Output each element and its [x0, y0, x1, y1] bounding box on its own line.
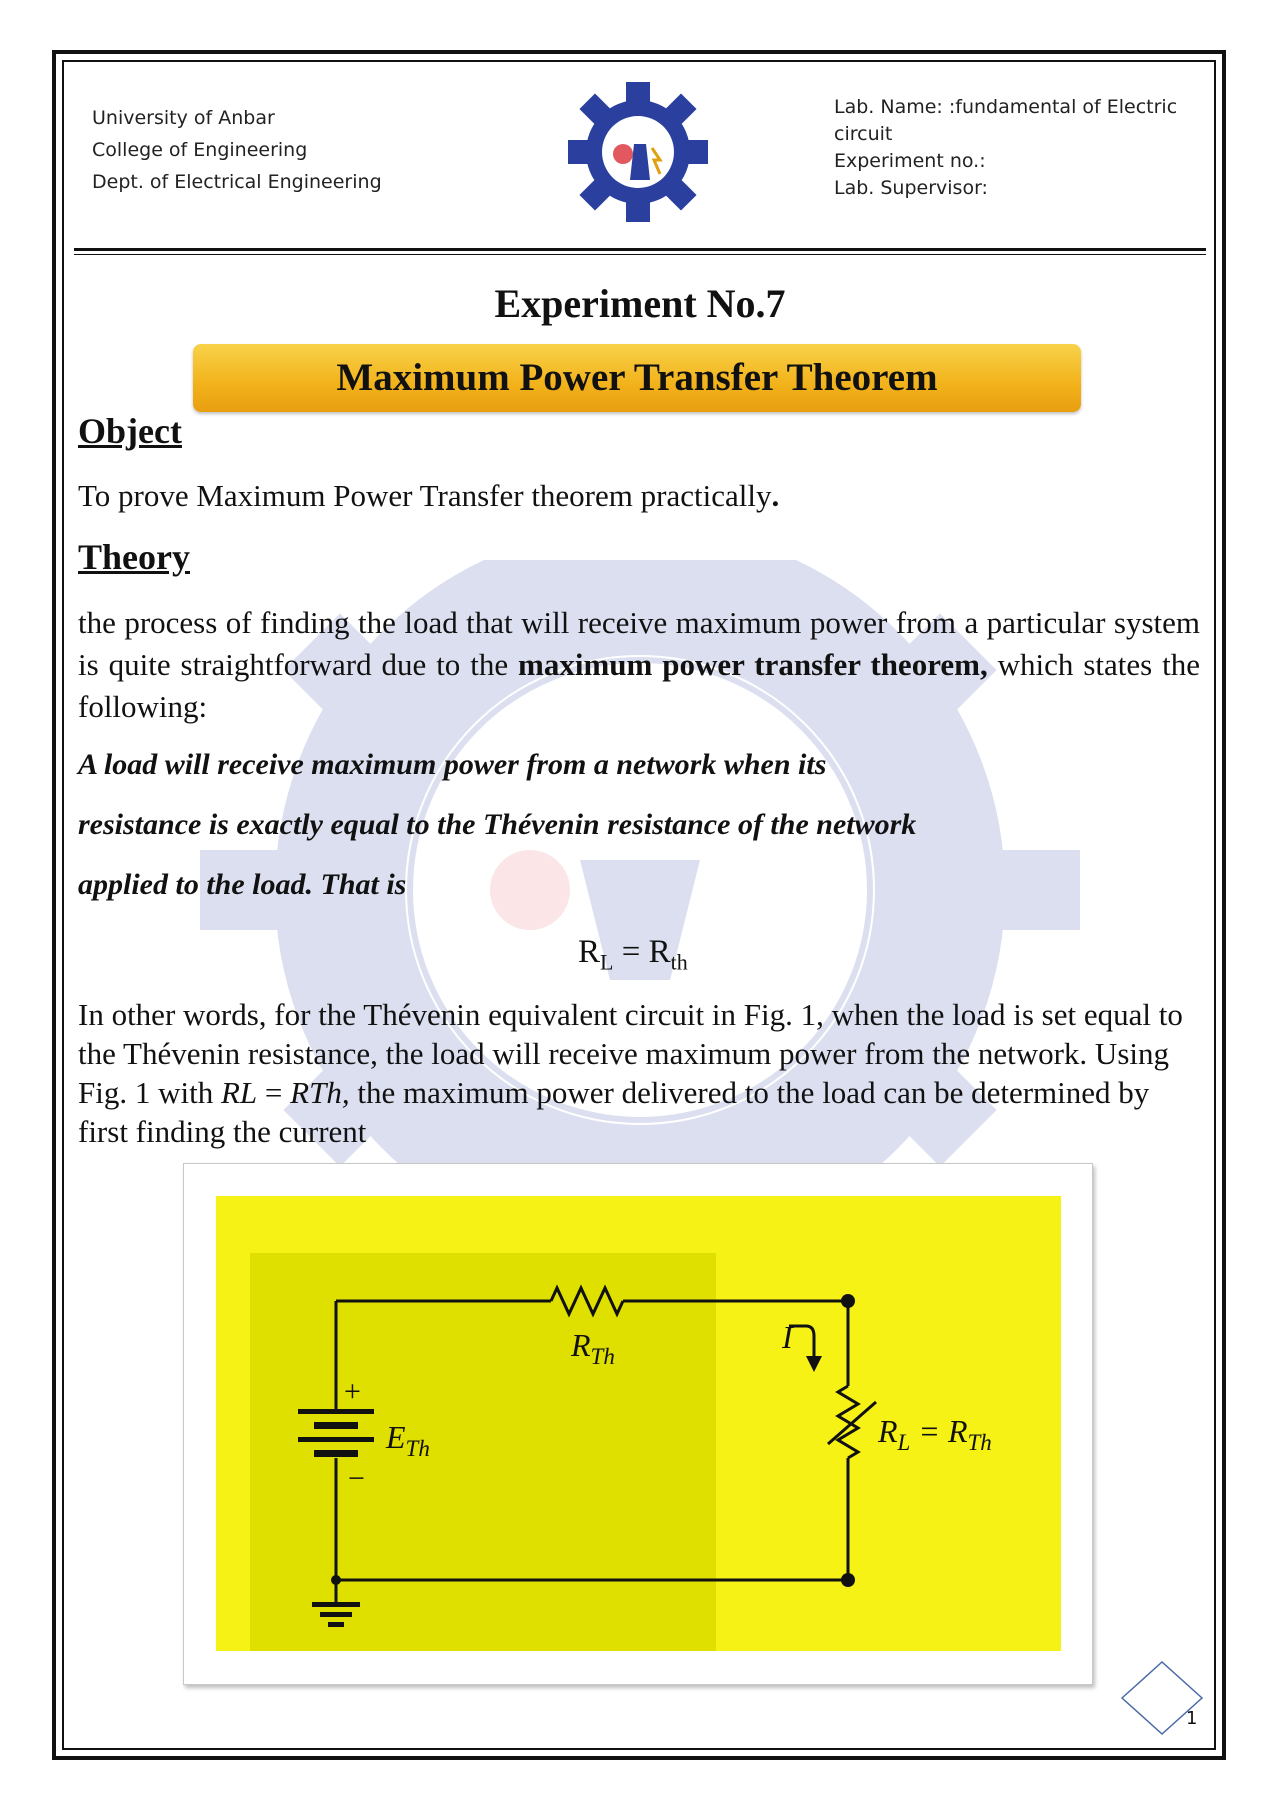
rth-label: $R_{Th}$ [571, 1327, 615, 1369]
object-text [78, 478, 1200, 514]
header-rule-thin [74, 254, 1206, 255]
header-institution [92, 102, 382, 198]
lab-name-cont: circuit [834, 123, 893, 145]
theory-p2-rth: RTh, [290, 1075, 350, 1110]
resistor-rth [551, 1288, 623, 1314]
eq-lhs-sub: L [600, 949, 614, 975]
object-sentence: To prove Maximum Power Transfer theorem practically [78, 478, 772, 513]
theory-p1-start: the process of finding the load that will receive maximum power from a particular system is quite straightforward due to the [78, 605, 1200, 682]
experiment-no: Experiment no.: [834, 150, 986, 172]
theory-p1-bold: maximum power transfer theorem, [518, 647, 988, 682]
ground-bar-3 [328, 1622, 344, 1627]
node-top-right [841, 1294, 855, 1308]
header-lab-info [834, 94, 1204, 202]
minus-sign: − [348, 1462, 365, 1495]
university-name: University of Anbar [92, 107, 275, 129]
theory-p2-eq: = [257, 1075, 291, 1110]
eth-label: $E_{Th}$ [386, 1419, 430, 1461]
department-logo [568, 82, 708, 222]
theorem-line-3: applied to the load. That is [78, 868, 407, 901]
battery-plate-2 [314, 1422, 358, 1429]
theory-p2-rl: RL [220, 1075, 258, 1110]
theory-p2-b: the maximum power delivered to the load can be determined by first finding the current [78, 1075, 1150, 1149]
department-name: Dept. of Electrical Engineering [92, 171, 382, 193]
plus-sign: + [344, 1375, 361, 1408]
eq-lhs: R [578, 934, 601, 970]
rl-label: $R_L = R_{Th}$ [878, 1413, 992, 1455]
page-number: 1 [1186, 1708, 1198, 1729]
ground-bar-2 [320, 1612, 352, 1617]
node-bottom-right [841, 1573, 855, 1587]
lab-name: Lab. Name: :fundamental of Electric [834, 96, 1178, 118]
lab-supervisor: Lab. Supervisor: [834, 177, 988, 199]
thevenin-circuit [216, 1196, 1061, 1651]
object-period: . [771, 478, 780, 513]
battery-plate-3 [298, 1437, 374, 1442]
eq-rhs-sub: th [670, 949, 688, 975]
theory-p2-a: In other words, for the Thévenin equivalent circuit in Fig. 1, when the load is set equal to the Thévenin resistance, the load will receive maximum power from the network. Using Fig. 1 with [78, 997, 1183, 1110]
theory-paragraph-1 [78, 602, 1200, 728]
header-rule [74, 248, 1206, 251]
experiment-title: Experiment No.7 [494, 281, 786, 326]
ground-bar-1 [312, 1602, 360, 1607]
theory-p1-end: which states the following: [78, 647, 1200, 724]
current-arrow [789, 1326, 814, 1360]
equation-rl-rth [578, 934, 688, 976]
title-banner: Maximum Power Transfer Theorem [193, 344, 1081, 412]
node-bottom-left [331, 1575, 341, 1585]
battery-plate-1 [298, 1409, 374, 1414]
theorem-line-2: resistance is exactly equal to the Thévenin resistance of the network [78, 808, 917, 841]
eq-rhs: R [648, 934, 671, 970]
page-corner-diamond [1120, 1660, 1240, 1760]
theorem-line-1: A load will receive maximum power from a network when its [78, 748, 827, 781]
object-heading: Object [78, 411, 182, 451]
current-arrowhead [806, 1356, 822, 1372]
college-name: College of Engineering [92, 139, 308, 161]
battery-plate-4 [314, 1450, 358, 1457]
theory-paragraph-2 [78, 995, 1188, 1151]
theory-heading: Theory [78, 537, 190, 577]
eq-op: = [613, 934, 649, 970]
current-label: I [782, 1319, 793, 1355]
